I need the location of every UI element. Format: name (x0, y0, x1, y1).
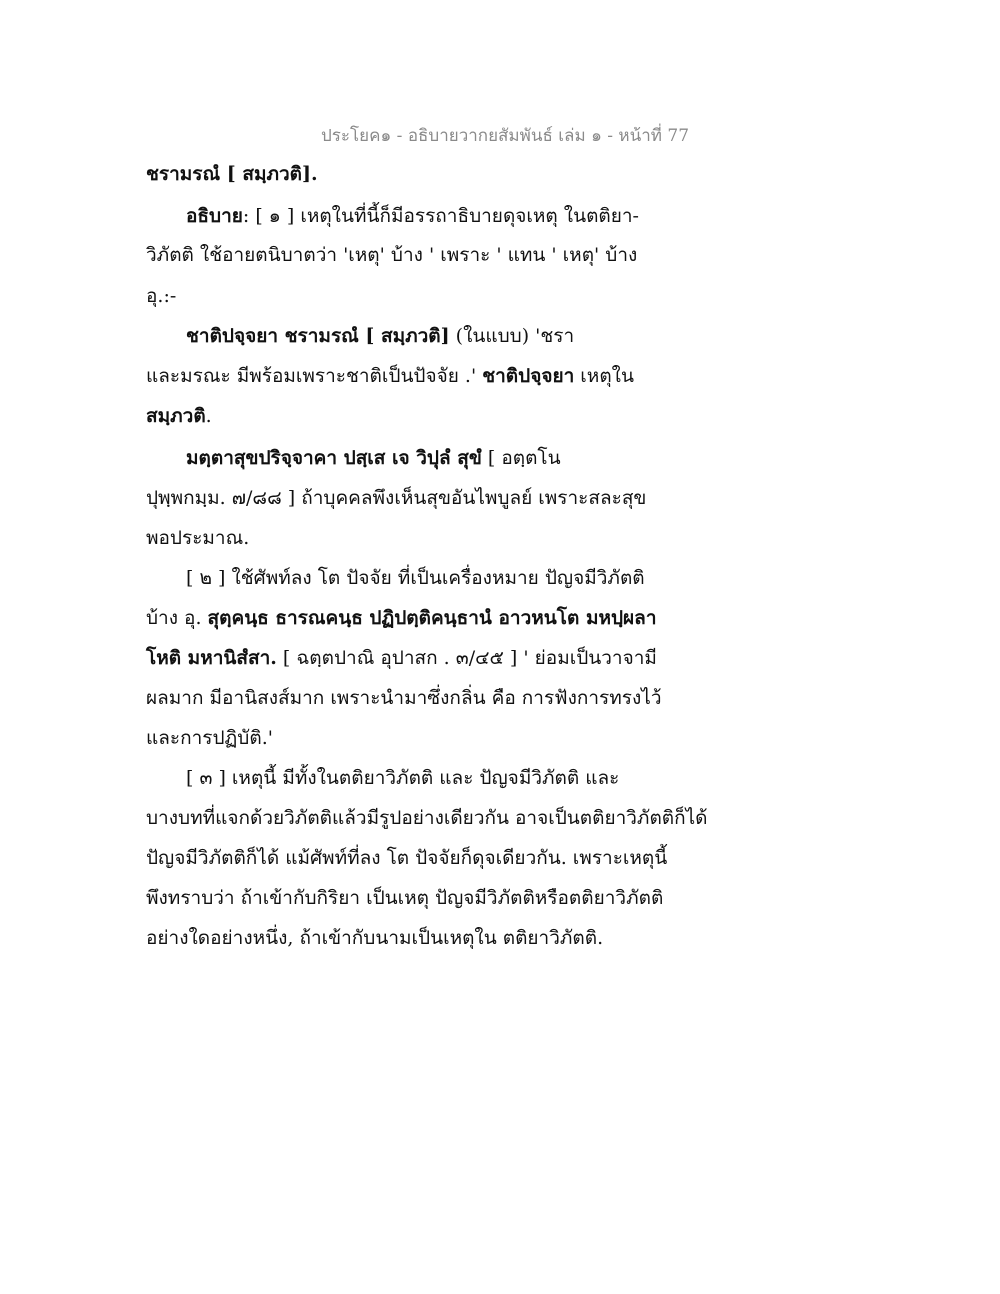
text-line (146, 524, 249, 552)
bold-text-segment: ชาติปจฺจยา ชรามรณํ [ สมฺภวติ] (186, 325, 450, 347)
text-line (186, 202, 639, 230)
bold-text-segment: อธิบาย (186, 205, 243, 227)
text-line (146, 484, 646, 512)
text-line (146, 282, 176, 310)
text-segment: อุ.:- (146, 285, 177, 307)
text-segment: [ อตฺตโน (481, 447, 561, 469)
text-segment: พึงทราบว่า ถ้าเข้ากับกิริยา เป็นเหตุ ปัญจมีวิภัตติหรือตติยาวิภัตติ (146, 887, 664, 909)
text-segment: [ ๒ ] ใช้ศัพท์ลง โต ปัจจัย ที่เป็นเครื่องหมาย ปัญจมีวิภัตติ (186, 567, 645, 589)
text-segment: และมรณะ มีพร้อมเพราะชาติเป็นปัจจัย .' (146, 365, 483, 387)
bold-text-segment: โหติ มหานิสํสา. (146, 647, 277, 669)
page-header: ประโยค๑ - อธิบายวากยสัมพันธ์ เล่ม ๑ - หน้าที่ 77 (320, 126, 690, 146)
text-line (146, 644, 657, 672)
text-line (186, 444, 561, 472)
text-segment: . (205, 405, 212, 427)
text-segment: (ในแบบ) 'ชรา (449, 325, 575, 347)
text-line (146, 160, 318, 188)
text-line (186, 322, 574, 350)
text-line (146, 884, 663, 912)
text-line (186, 764, 619, 792)
bold-text-segment: สมฺภวติ (146, 405, 206, 427)
text-segment: พอประมาณ. (146, 527, 250, 549)
text-line (146, 804, 708, 832)
text-line (146, 362, 634, 390)
text-segment: และการปฏิบัติ.' (146, 727, 273, 749)
text-segment: : [ ๑ ] เหตุในที่นี้ก็มีอรรถาธิบายดุจเหตุ ในตติยา- (242, 205, 639, 227)
text-segment: ผลมาก มีอานิสงส์มาก เพราะนำมาซึ่งกลิ่น คือ การฟังการทรงไว้ (146, 687, 662, 709)
text-line (186, 564, 645, 592)
text-line (146, 604, 657, 632)
bold-text-segment: ชาติปจฺจยา (482, 365, 575, 387)
bold-text-segment: ชรามรณํ [ สมฺภวติ]. (146, 163, 318, 185)
text-line (146, 241, 637, 269)
text-segment: วิภัตติ ใช้อายตนิบาตว่า 'เหตุ' บ้าง ' เพราะ ' แทน ' เหตุ' บ้าง (146, 244, 638, 266)
text-line (146, 924, 603, 952)
text-segment: [ ฉตฺตปาณิ อุปาสก . ๓/๔๕ ] ' ย่อมเป็นวาจามี (276, 647, 657, 669)
text-line (146, 724, 273, 752)
bold-text-segment: สุตฺคนฺธ ธารณคนฺธ ปฏิปตฺติคนฺธานํ อาวหนโต มหปฺผลา (207, 607, 657, 629)
text-segment: ปุพฺพกมฺม. ๗/๘๘ ] ถ้าบุคคลพึงเห็นสุขอันไพบูลย์ เพราะสละสุข (146, 487, 647, 509)
text-segment: ปัญจมีวิภัตติก็ได้ แม้ศัพท์ที่ลง โต ปัจจัยก็ดุจเดียวกัน. เพราะเหตุนี้ (146, 847, 668, 869)
bold-text-segment: มตฺตาสุขปริจฺจาคา ปสฺเส เจ วิปุลํ สุขํ (186, 447, 482, 469)
text-segment: [ ๓ ] เหตุนี้ มีทั้งในตติยาวิภัตติ และ ปัญจมีวิภัตติ และ (186, 767, 620, 789)
text-segment: บางบทที่แจกด้วยวิภัตติแล้วมีรูปอย่างเดียวกัน อาจเป็นตติยาวิภัตติก็ได้ (146, 807, 708, 829)
text-segment: บ้าง อุ. (146, 607, 208, 629)
text-segment: เหตุใน (574, 365, 634, 387)
text-line (146, 844, 667, 872)
text-segment: อย่างใดอย่างหนึ่ง, ถ้าเข้ากับนามเป็นเหตุใน ตติยาวิภัตติ. (146, 927, 604, 949)
text-line (146, 402, 212, 430)
text-line (146, 684, 662, 712)
